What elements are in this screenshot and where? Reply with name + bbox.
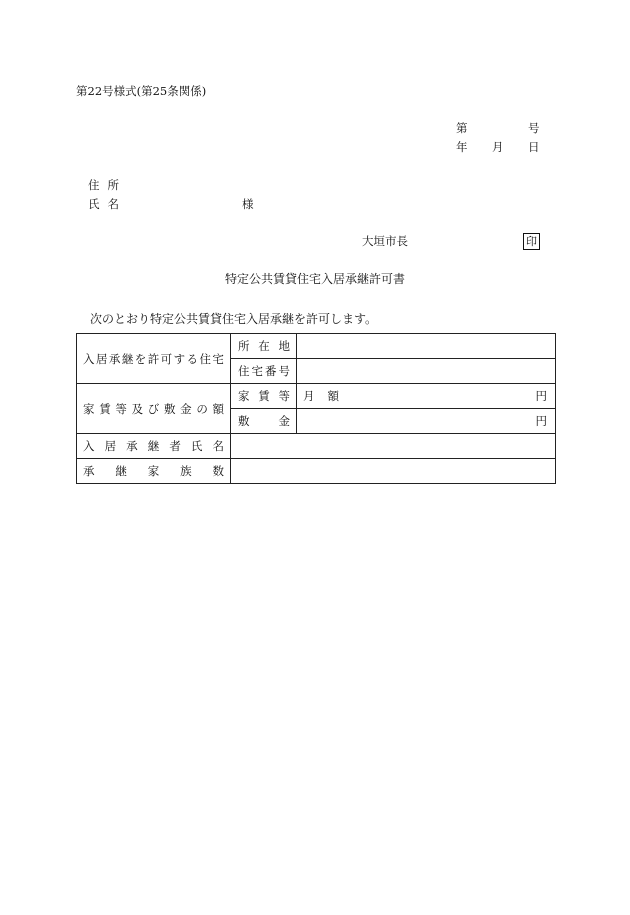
location-label-cell: [231, 334, 297, 359]
deposit-label: 敷 金: [238, 414, 290, 428]
deposit-yen-label: 円: [535, 414, 547, 428]
successor-label: 入 居 承 継 者 氏 名: [83, 439, 224, 453]
table-row: [77, 459, 556, 484]
family-label: 承 継 家 族 数: [83, 464, 224, 478]
name-label: 氏名: [88, 197, 127, 211]
housing-label-cell: [77, 334, 231, 384]
rent-value-cell[interactable]: [297, 384, 556, 409]
successor-label-cell: [77, 434, 231, 459]
family-value-cell[interactable]: [231, 459, 556, 484]
table-row: [77, 434, 556, 459]
deposit-label-cell: [231, 409, 297, 434]
date-month-label: 月: [492, 140, 504, 154]
successor-value-cell[interactable]: [231, 434, 556, 459]
permit-table: [76, 333, 556, 484]
house-number-label-cell: [231, 359, 297, 384]
issuer-name: 大垣市長: [362, 234, 408, 248]
address-label: 住所: [88, 178, 127, 192]
intro-text: 次のとおり特定公共賃貸住宅入居承継を許可します。: [90, 312, 378, 326]
rent-label-cell: [231, 384, 297, 409]
date-day-label: 日: [528, 140, 540, 154]
location-value-cell[interactable]: [297, 334, 556, 359]
house-number-label: 住 宅 番 号: [238, 364, 290, 378]
house-number-value-cell[interactable]: [297, 359, 556, 384]
location-label: 所 在 地: [238, 339, 290, 353]
housing-label: 入 居 承 継 を 許 可 す る 住 宅: [83, 351, 224, 366]
rent-deposit-label: 家 賃 等 及 び 敷 金 の 額: [83, 401, 224, 416]
form-number: 第22号様式(第25条関係): [76, 84, 207, 98]
rent-label: 家 賃 等: [238, 389, 290, 403]
rent-deposit-label-cell: [77, 384, 231, 434]
deposit-value-cell[interactable]: [297, 409, 556, 434]
table-row: [77, 334, 556, 359]
doc-number-prefix: 第: [456, 121, 468, 135]
doc-number-suffix: 号: [528, 121, 540, 135]
family-label-cell: [77, 459, 231, 484]
date-year-label: 年: [456, 140, 468, 154]
document-title: 特定公共賃貸住宅入居承継許可書: [225, 272, 406, 286]
honorific: 様: [242, 197, 254, 211]
monthly-label: 月 額: [303, 389, 339, 403]
rent-yen-label: 円: [535, 389, 547, 403]
seal-mark: 印: [523, 233, 540, 250]
table-row: [77, 384, 556, 409]
